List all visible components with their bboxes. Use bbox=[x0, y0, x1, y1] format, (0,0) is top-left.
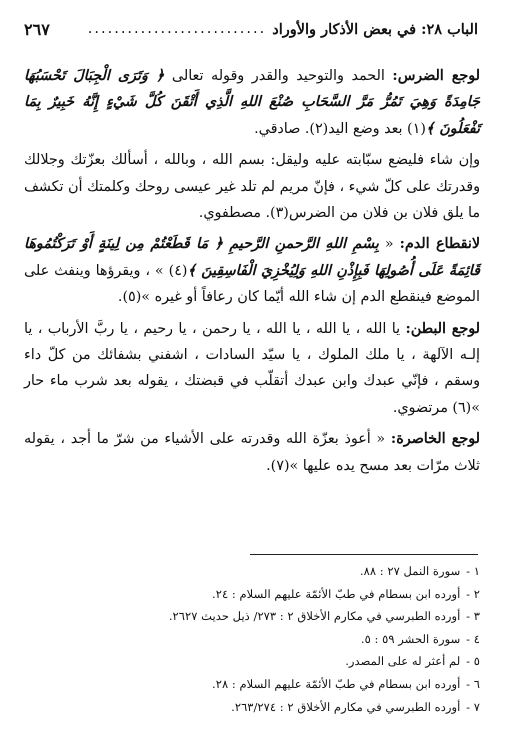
paragraph-bleeding bbox=[24, 231, 480, 310]
footnote-text: سورة النمل ٢٧ : ٨٨. bbox=[359, 564, 461, 578]
paragraph-text: يا الله ، يا الله ، يا الله ، يا رحمن ، يا رحيم ، يا ربَّ الأرباب ، يا إلـه الآلهة ، يا ملك الملوك ، يا سيّد السادات ، اشفني بشفائك من كلّ داء وسقم ، فإنّي عبدك وابن عبدك أتقلّب في قبضتك ، يقوله بعد شرب ماء حار »(٦) مرتضوي. bbox=[24, 320, 480, 416]
paragraph-flank bbox=[24, 426, 480, 479]
footnote-item bbox=[24, 583, 480, 606]
paragraph-text: الحمد والتوحيد والقدر وقوله تعالى bbox=[164, 68, 393, 84]
paragraph-after: (١) بعد وضع اليد(٢). صادقي. bbox=[254, 120, 426, 137]
paragraph-heading: لوجع الضرس: bbox=[392, 68, 480, 84]
footnote-number: ٣ - bbox=[466, 609, 480, 624]
quran-verse: بِسْمِ اللهِ الرَّحمنِ الرَّحيمِ ﴿ مَا قَطَعْتُمْ مِن لِينَةٍ أَوْ تَرَكْتُمُوهَا قَائِمَةً عَلَى أُصُولِهَا فَبِإِذْنِ اللهِ وَلِيُخْزِيَ الْفَاسِقِينَ ﴾ bbox=[24, 236, 480, 279]
footnote-number: ٢ - bbox=[466, 586, 480, 601]
footnote-text: أورده الطبرسي في مكارم الأخلاق ٢ : ٢٧٣/ ذيل حديث ٢٦٢٧. bbox=[168, 609, 461, 624]
footnote-text: أورده ابن بسطام في طبّ الأئمّة عليهم السلام : ٢٤. bbox=[212, 586, 461, 601]
page-body bbox=[24, 63, 480, 484]
header-dot-leader: ........................... bbox=[87, 21, 267, 37]
paragraph-heading: لوجع الخاصرة: bbox=[390, 431, 480, 448]
paragraph-toothache bbox=[24, 63, 480, 142]
quran-verse: ﴿ وَتَرَى الْجِبَالَ تَحْسَبُهَا جَامِدَةً وَهِيَ تَمُرُّ مَرَّ السَّحَابِ صُنْعَ اللهِ الَّذِي أَتْقَنَ كُلَّ شَيْءٍ إِنَّهُ خَبِيرٌ بِمَا تَفْعَلُونَ ﴾ bbox=[24, 68, 480, 137]
footnote-text: أورده ابن بسطام في طبّ الأئمّة عليهم السلام : ٢٨. bbox=[212, 676, 461, 691]
footnote-item bbox=[24, 673, 480, 696]
paragraph-heading: لوجع البطن: bbox=[405, 320, 480, 337]
paragraph-toothache-alt bbox=[24, 147, 480, 226]
paragraph-heading: لانقطاع الدم: bbox=[399, 236, 480, 253]
footnote-number: ٤ - bbox=[466, 631, 480, 646]
footnote-text: سورة الحشر ٥٩ : ٥. bbox=[360, 631, 461, 646]
paragraph-text: « bbox=[378, 236, 400, 253]
page-number: ٢٦٧ bbox=[24, 19, 50, 39]
footnote-item bbox=[24, 628, 480, 651]
chapter-title: الباب ٢٨: في بعض الأذكار والأوراد bbox=[272, 20, 478, 38]
footnotes bbox=[24, 560, 480, 718]
footnote-text: لم أعثر له على المصدر. bbox=[345, 654, 461, 669]
paragraph-stomach bbox=[24, 316, 480, 422]
footnote-number: ٥ - bbox=[466, 654, 480, 669]
footnote-number: ١ - bbox=[466, 564, 480, 578]
footnote-item bbox=[24, 650, 480, 673]
footnote-text: أورده الطبرسي في مكارم الأخلاق ٢ : ٢٦٣/٢٧٤. bbox=[231, 699, 461, 714]
footnote-divider bbox=[250, 554, 478, 555]
footnote-item bbox=[24, 560, 480, 583]
footnote-number: ٦ - bbox=[466, 676, 480, 691]
footnote-item bbox=[24, 696, 480, 719]
footnote-item bbox=[24, 605, 480, 628]
paragraph-after: (٤) » ، ويقرؤها وينفث على الموضع فينقطع الدم إن شاء الله أيّما كان رعافاً أو غيره »(٥). bbox=[24, 262, 480, 306]
footnote-number: ٧ - bbox=[466, 699, 480, 714]
paragraph-text: « أعوذ بعزّة الله وقدرته على الأشياء من شرّ ما أجد ، يقوله ثلاث مرّات بعد مسح يده عليها »(٧). bbox=[24, 431, 480, 474]
paragraph-text: وإن شاء فليضع سبّابته عليه وليقل: بسم الله ، وبالله ، أسألك بعزّتك وجلالك وقدرتك على كلّ شيء ، فإنّ مريم لم تلد غير عيسى روحك وكلمتك أن تكشف ما يلق فلان بن فلان من الضرس(٣). مصطفوي. bbox=[24, 152, 480, 222]
running-header bbox=[24, 16, 478, 42]
